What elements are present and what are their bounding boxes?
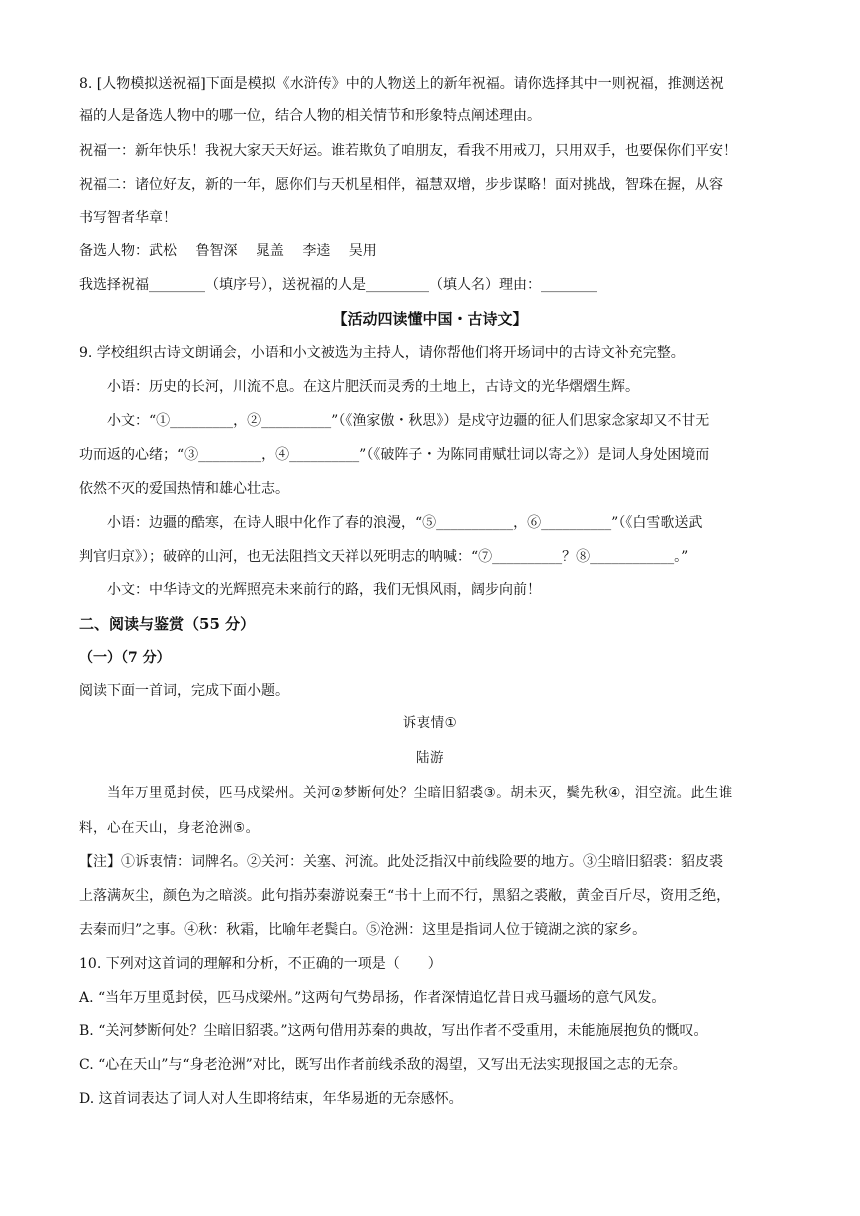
- notes-line-3: 去秦而归”之事。④秋：秋霜，比喻年老鬓白。⑤沧洲：这里是指词人位于镜湖之滨的家乡。: [79, 922, 647, 938]
- q9-dialog-2: 小文：“①_________，②__________”（《渔家傲・秋思》）是戍守边疆的征人们思家念家却又不甘无: [107, 413, 710, 429]
- q8-wish-2: 祝福二：诸位好友，新的一年，愿你们与天机星相伴，福慧双增，步步谋略！面对挑战，智珠在握，从容: [79, 177, 723, 193]
- q10-option-d[interactable]: D. 这首词表达了词人对人生即将结束，年华易逝的无奈感怀。: [79, 1091, 463, 1107]
- q8-wish-1: 祝福一：新年快乐！我祝大家天天好运。谁若欺负了咱朋友，看我不用戒刀，只用双手，也要保你们平安！: [79, 143, 737, 159]
- reading-instruction: 阅读下面一首词，完成下面小题。: [79, 683, 289, 699]
- q8-candidates: 备选人物：武松 鲁智深 晁盖 李逵 吴用: [79, 243, 377, 259]
- q9-dialog-2-cont: 功而返的心绪；“③_________，④__________”（《破阵子・为陈同甫赋壮词以寄之》）是词人身处困境而: [79, 447, 710, 463]
- notes-line-2: 上落满灰尘，颜色为之暗淡。此句指苏秦游说秦王“书十上而不行，黑貂之裘敝，黄金百斤尽，资用乏绝，: [79, 888, 731, 904]
- notes-line-1: 【注】①诉衷情：词牌名。②关河：关塞、河流。此处泛指汉中前线险要的地方。③尘暗旧貂裘：貂皮裘: [79, 854, 723, 870]
- q9-dialog-2-end: 依然不灭的爱国热情和雄心壮志。: [79, 481, 289, 497]
- q10-option-b[interactable]: B. “关河梦断何处？尘暗旧貂裘。”这两句借用苏秦的典故，写出作者不受重用，未能施展抱负的慨叹。: [79, 1023, 708, 1039]
- part-1-heading: （一）（7 分）: [79, 650, 171, 666]
- q9-dialog-3: 小语：边疆的酷寒，在诗人眼中化作了春的浪漫，“⑤___________，⑥__________”（《白雪歌送武: [107, 515, 703, 531]
- poem-body-1: 当年万里觅封侯，匹马戍梁州。关河②梦断何处？尘暗旧貂裘③。胡未灭，鬓先秋④，泪空流。此生谁: [107, 785, 733, 801]
- q9-dialog-4: 小文：中华诗文的光辉照亮未来前行的路，我们无惧风雨，阔步向前！: [107, 582, 541, 598]
- q9-stem: 9. 学校组织古诗文朗诵会，小语和小文被选为主持人，请你帮他们将开场词中的古诗文补充完整。: [79, 345, 685, 361]
- q10-option-a[interactable]: A. “当年万里觅封侯，匹马戍梁州。”这两句气势昂扬，作者深情追忆昔日戎马疆场的意气风发。: [79, 990, 666, 1006]
- q10-stem: 10. 下列对这首词的理解和分析，不正确的一项是（ ）: [79, 956, 442, 972]
- poem-title: 诉衷情①: [402, 715, 458, 731]
- q8-wish-2-cont: 书写智者华章！: [79, 210, 177, 226]
- poem-body-2: 料，心在天山，身老沧洲⑤。: [79, 820, 260, 836]
- poem-author: 陆游: [416, 750, 444, 766]
- q9-dialog-1: 小语：历史的长河，川流不息。在这片肥沃而灵秀的土地上，古诗文的光华熠熠生辉。: [107, 379, 639, 395]
- section-2-heading: 二、阅读与鉴赏（55 分）: [79, 615, 256, 633]
- q8-line-2: 福的人是备选人物中的哪一位，结合人物的相关情节和形象特点阐述理由。: [79, 108, 541, 124]
- q10-option-c[interactable]: C. “心在天山”与“身老沧洲”对比，既写出作者前线杀敌的渴望，又写出无法实现报国之志的无奈。: [79, 1057, 687, 1073]
- q9-dialog-3-cont: 判官归京》）；破碎的山河，也无法阻挡文天祥以死明志的呐喊：“⑦__________？⑧____________。”: [79, 549, 689, 565]
- q8-line-1: 8. [人物模拟送祝福]下面是模拟《水浒传》中的人物送上的新年祝福。请你选择其中一则祝福，推测送祝: [79, 76, 724, 92]
- q8-answer-line: 我选择祝福________（填序号），送祝福的人是_________（填人名）理由：________: [79, 277, 597, 293]
- activity4-heading: 【活动四读懂中国・古诗文】: [332, 310, 528, 328]
